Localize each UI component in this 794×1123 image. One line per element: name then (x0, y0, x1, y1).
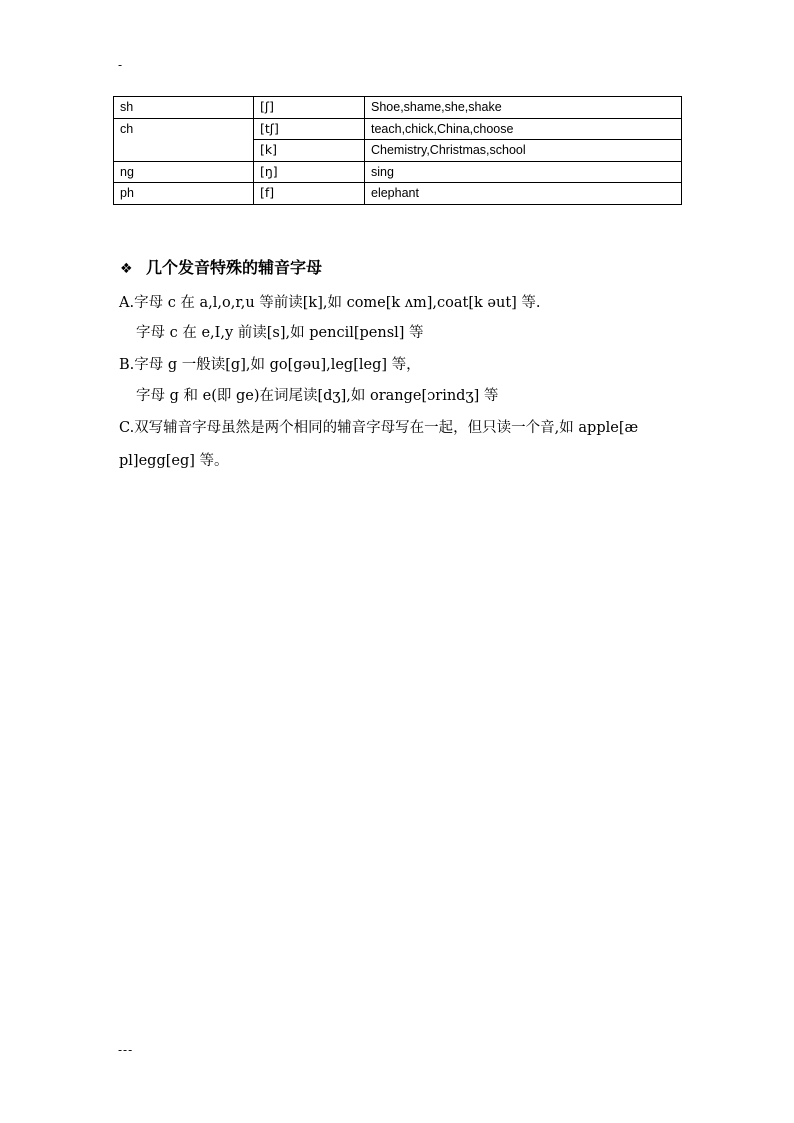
section-heading (120, 256, 322, 281)
section-heading-text: 几个发音特殊的辅音字母 (146, 258, 323, 277)
rule-c-line-1: C.双写辅音字母虽然是两个相同的辅音字母写在一起，但只读一个音,如 apple[æ (119, 420, 639, 436)
example-words-cell: Shoe,shame,she,shake (365, 97, 682, 119)
ipa-cell: [f] (254, 183, 365, 205)
letters-cell: ch (114, 118, 254, 140)
rule-b-line-1: B.字母 g 一般读[g],如 go[gəu],leg[leg] 等， (119, 357, 421, 373)
rule-b-line-2: 字母 g 和 e(即 ge)在词尾读[dʒ],如 orange[ɔrindʒ] 等 (136, 388, 499, 404)
letters-cell: sh (114, 97, 254, 119)
header-mark: - (118, 58, 123, 72)
example-words-cell: elephant (365, 183, 682, 205)
example-words-cell: sing (365, 161, 682, 183)
example-words-cell: teach,chick,China,choose (365, 118, 682, 140)
letters-cell (114, 140, 254, 162)
rule-a-line-1: A.字母 c 在 a,l,o,r,u 等前读[k],如 come[k ʌm],coat[k əut] 等. (119, 295, 541, 311)
table-row (114, 140, 682, 162)
rule-a-line-2: 字母 c 在 e,I,y 前读[s],如 pencil[pensl] 等 (136, 325, 424, 341)
diamond-bullet-icon: ❖ (120, 261, 133, 277)
ipa-cell: [tʃ] (254, 118, 365, 140)
rule-c-line-2: pl]egg[eg] 等。 (119, 453, 229, 469)
table-row (114, 118, 682, 140)
ipa-cell: [ʃ] (254, 97, 365, 119)
table-row (114, 183, 682, 205)
table-row (114, 161, 682, 183)
example-words-cell: Chemistry,Christmas,school (365, 140, 682, 162)
ipa-cell: [ŋ] (254, 161, 365, 183)
table-row (114, 97, 682, 119)
letters-cell: ph (114, 183, 254, 205)
phonics-table (113, 96, 682, 205)
ipa-cell: [k] (254, 140, 365, 162)
footer-mark: --- (118, 1043, 134, 1057)
letters-cell: ng (114, 161, 254, 183)
